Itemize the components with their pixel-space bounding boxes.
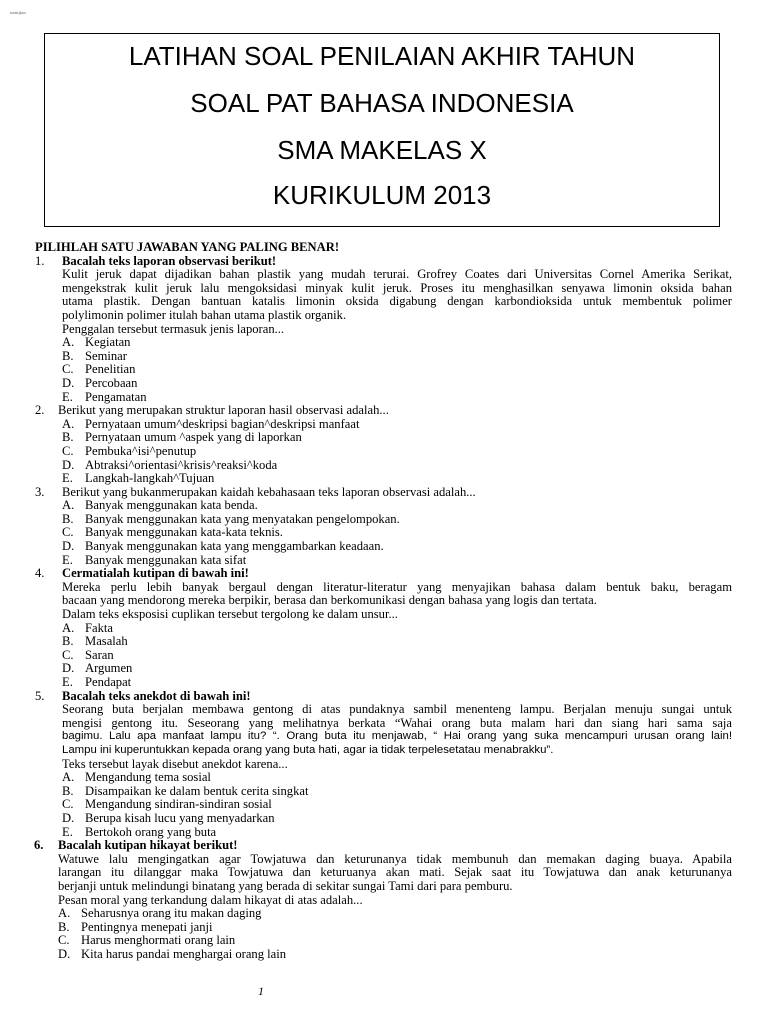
answer-option[interactable] xyxy=(35,826,732,840)
option-letter: D. xyxy=(62,457,75,472)
answer-option[interactable] xyxy=(35,391,732,405)
option-text: Masalah xyxy=(85,634,128,649)
option-letter: E. xyxy=(62,389,73,404)
option-text: Kegiatan xyxy=(85,335,131,350)
option-text: Pentingnya menepati janji xyxy=(81,919,213,934)
option-text: Pernyataan umum ^aspek yang di laporkan xyxy=(85,430,302,445)
question-number: 2. xyxy=(35,403,45,418)
option-text: Banyak menggunakan kata yang menggambarkan keadaan. xyxy=(85,539,384,554)
question-5-header xyxy=(35,690,732,704)
option-letter: E. xyxy=(62,552,73,567)
passage-line: Mereka perlu lebih banyak bergaul dengan literatur-literatur yang menyajikan bahasa dalam bentuk baku, beragam xyxy=(62,579,732,594)
question-4-header xyxy=(35,567,732,581)
passage-line: Lampu ini kuperuntukkan kepada orang yang buta hati, agar ia tidak terpelesetatau menabrakku”. xyxy=(62,743,554,756)
option-text: Fakta xyxy=(85,620,113,635)
option-text: Banyak menggunakan kata sifat xyxy=(85,552,247,567)
question-3-header xyxy=(35,486,732,500)
option-letter: A. xyxy=(62,335,75,350)
title-line-1: LATIHAN SOAL PENILAIAN AKHIR TAHUN xyxy=(128,41,636,71)
answer-option[interactable] xyxy=(35,798,732,812)
option-text: Pernyataan umum^deskripsi bagian^deskripsi manfaat xyxy=(85,416,360,431)
question-body xyxy=(35,241,732,961)
option-text: Harus menghormati orang lain xyxy=(81,933,236,948)
answer-option[interactable] xyxy=(35,662,732,676)
option-text: Mengandung sindiran-sindiran sosial xyxy=(85,797,272,812)
answer-option[interactable] xyxy=(35,554,732,568)
option-letter: A. xyxy=(62,416,75,431)
answer-option[interactable] xyxy=(35,934,732,948)
option-letter: B. xyxy=(62,783,74,798)
passage-line: bagimu. Lalu apa manfaat lampu itu? “. Orang buta itu menjawab, “ Hai orang yang suka mencampuri urusan orang lain! xyxy=(62,730,732,743)
option-letter: B. xyxy=(62,430,74,445)
answer-option[interactable] xyxy=(35,526,732,540)
question-text: Pesan moral yang terkandung dalam hikayat di atas adalah... xyxy=(58,892,363,907)
option-letter: B. xyxy=(58,919,70,934)
answer-option[interactable] xyxy=(35,676,732,690)
option-letter: E. xyxy=(62,471,73,486)
question-2-header xyxy=(35,404,732,418)
option-letter: A. xyxy=(62,770,75,785)
title-box xyxy=(44,33,720,227)
option-text: Argumen xyxy=(85,661,133,676)
option-letter: D. xyxy=(62,661,75,676)
option-letter: E. xyxy=(62,675,73,689)
answer-option[interactable] xyxy=(35,363,732,377)
passage-line: polylimonin polimer itulah bahan utama plastik organik. xyxy=(62,307,347,322)
passage-line: Kulit jeruk dapat dijadikan bahan plastik yang mudah terurai. Grofrey Coates dari Universitas Cornel Amerika Serikat, xyxy=(62,267,732,282)
answer-option[interactable] xyxy=(35,785,732,799)
option-text: Pembuka^isi^penutup xyxy=(85,443,197,458)
question-number: 4. xyxy=(35,566,45,581)
answer-option[interactable] xyxy=(35,812,732,826)
option-text: Percobaan xyxy=(85,375,138,390)
answer-option[interactable] xyxy=(35,948,732,962)
option-letter: E. xyxy=(62,824,73,839)
question-title: Bacalah teks anekdot di bawah ini! xyxy=(62,688,251,703)
option-text: Banyak menggunakan kata-kata teknis. xyxy=(85,525,283,540)
instruction: PILIHLAH SATU JAWABAN YANG PALING BENAR! xyxy=(35,240,340,254)
question-number: 6. xyxy=(34,838,44,853)
question-number: 3. xyxy=(35,484,45,499)
option-text: Berupa kisah lucu yang menyadarkan xyxy=(85,810,275,825)
answer-option[interactable] xyxy=(35,540,732,554)
option-text: Banyak menggunakan kata benda. xyxy=(85,498,258,513)
answer-option[interactable] xyxy=(35,472,732,486)
option-letter: A. xyxy=(62,498,75,513)
option-letter: A. xyxy=(58,906,71,921)
option-text: Bertokoh orang yang buta xyxy=(85,824,217,839)
question-text: Berikut yang bukanmerupakan kaidah kebahasaan teks laporan observasi adalah... xyxy=(62,484,476,499)
passage-line: bacaan yang mendorong mereka berpikir, berasa dan berkomunikasi dengan bahasa yang logis dan tertata. xyxy=(62,593,597,608)
question-text: Penggalan tersebut termasuk jenis laporan... xyxy=(62,321,285,336)
option-text: Mengandung tema sosial xyxy=(85,770,211,785)
question-text: Berikut yang merupakan struktur laporan hasil observasi adalah... xyxy=(58,403,389,418)
option-text: Seminar xyxy=(85,348,127,363)
answer-option[interactable] xyxy=(35,377,732,391)
option-letter: D. xyxy=(62,375,75,390)
option-letter: B. xyxy=(62,634,74,649)
option-letter: C. xyxy=(62,525,74,540)
question-title: Cermatialah kutipan di bawah ini! xyxy=(62,566,249,581)
question-title: Bacalah teks laporan observasi berikut! xyxy=(62,253,277,268)
option-text: Seharusnya orang itu makan daging xyxy=(81,906,262,921)
question-text: Teks tersebut layak disebut anekdot karena... xyxy=(62,756,288,771)
answer-option[interactable] xyxy=(35,336,732,350)
answer-option[interactable] xyxy=(35,907,732,921)
option-text: Disampaikan ke dalam bentuk cerita singkat xyxy=(85,783,309,798)
answer-option[interactable] xyxy=(35,499,732,513)
question-6-header xyxy=(35,839,732,853)
title-line-3: SMA MAKELAS X xyxy=(277,135,487,165)
title-line-2: SOAL PAT BAHASA INDONESIA xyxy=(190,88,574,118)
question-text: Dalam teks eksposisi cuplikan tersebut tergolong ke dalam unsur... xyxy=(62,607,398,622)
option-letter: C. xyxy=(62,647,74,662)
question-number: 1. xyxy=(35,253,45,268)
option-letter: A. xyxy=(62,620,75,635)
passage-line: berjanji untuk melindungi binatang yang berada di sekitar sungai Tami dari para pemburu. xyxy=(58,878,513,893)
question-1-header xyxy=(35,255,732,269)
option-text: Pendapat xyxy=(85,675,132,689)
answer-option[interactable] xyxy=(35,635,732,649)
answer-option[interactable] xyxy=(35,921,732,935)
option-letter: B. xyxy=(62,511,74,526)
option-text: Langkah-langkah^Tujuan xyxy=(85,471,215,486)
answer-option[interactable] xyxy=(35,431,732,445)
title-line-4: KURIKULUM 2013 xyxy=(272,180,492,210)
passage-line: utama plastik. Dengan bantuan katalis limonin oksida digabung dengan karbondioksida untuk membentuk polimer xyxy=(62,294,732,309)
option-text: Abtraksi^orientasi^krisis^reaksi^koda xyxy=(85,457,278,472)
answer-option[interactable] xyxy=(35,445,732,459)
option-letter: C. xyxy=(58,933,70,948)
option-text: Pengamatan xyxy=(85,389,147,404)
answer-option[interactable] xyxy=(35,771,732,785)
option-letter: B. xyxy=(62,348,74,363)
passage-line: Watuwe lalu mengingatkan agar Towjatuwa dan keturunanya tidak membunuh dan memakan daging buaya. Apabila xyxy=(58,851,732,866)
passage-line: mengekstrak kulit jeruk lalu mengoksidasi minyak kulit jeruk. Proses itu menghasilkan senyawa limonin oksida bahan xyxy=(62,280,732,295)
answer-option[interactable] xyxy=(35,350,732,364)
passage-line: mengisi gentong itu. Seseorang yang melihatnya berkata “Wahai orang buta malam hari dan siang hari sama saja xyxy=(62,715,732,730)
page-number: 1 xyxy=(258,984,264,998)
option-text: Kita harus pandai menghargai orang lain xyxy=(81,946,287,961)
option-text: Penelitian xyxy=(85,362,136,377)
option-letter: C. xyxy=(62,362,74,377)
answer-option[interactable] xyxy=(35,513,732,527)
answer-option[interactable] xyxy=(35,649,732,663)
option-letter: C. xyxy=(62,797,74,812)
corner-watermark: soalujian xyxy=(10,10,26,15)
option-text: Saran xyxy=(85,647,114,662)
answer-option[interactable] xyxy=(35,459,732,473)
question-title: Bacalah kutipan hikayat berikut! xyxy=(58,838,238,853)
passage-line: Seorang buta berjalan membawa gentong di atas pundaknya sambil menenteng lampu. Berjalan menuju sungai untuk xyxy=(62,702,732,717)
answer-option[interactable] xyxy=(35,418,732,432)
option-letter: D. xyxy=(62,539,75,554)
option-letter: D. xyxy=(62,810,75,825)
passage-line: larangan itu dilanggar maka Towjatuwa dan keturuanya akan mati. Sejak saat itu Towjatuwa dan anak keturunanya xyxy=(58,865,732,880)
option-text: Banyak menggunakan kata yang menyatakan pengelompokan. xyxy=(85,511,400,526)
question-number: 5. xyxy=(35,688,45,703)
option-letter: C. xyxy=(62,443,74,458)
answer-option[interactable] xyxy=(35,622,732,636)
option-letter: D. xyxy=(58,946,71,961)
